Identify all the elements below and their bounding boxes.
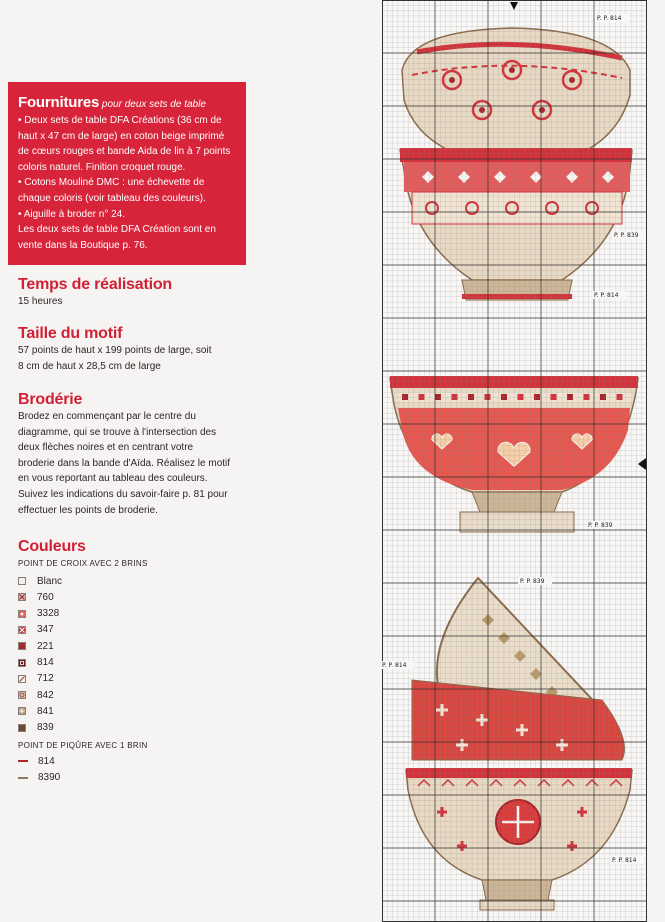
legend-code: 712 [37,673,54,685]
bowl-2-dot [402,394,408,400]
bowl-1-front-band [404,162,630,192]
bowl-2-dot [452,394,458,400]
legend-code: Blanc [37,575,63,587]
backstitch-line-icon [18,760,28,762]
legend-code: 814 [37,657,54,668]
embroidery-title: Brodérie [18,391,83,408]
bowl-2-dot [485,394,491,400]
plus-swatch-icon [18,707,26,715]
legend-item-221 [18,640,54,652]
colors-section [18,537,250,556]
size-line: 8 cm de haut x 28,5 cm de large [18,360,161,372]
bowl-1-flower-center [479,107,485,113]
bowl-2-dot [468,394,474,400]
bowl-1-flower-center [569,77,575,83]
bowl-1-flower-center [539,107,545,113]
square-swatch-icon [18,659,26,667]
legend-code: 3328 [37,608,60,620]
supplies-line: • Cotons Mouliné DMC : une échevette de [18,177,205,189]
stitch-label: P. P. 839 [614,232,639,239]
bowl-2-dot [617,394,623,400]
embroidery-section [18,390,250,518]
stitch-label: P. P. 814 [612,857,637,864]
backstitch-item-814 [18,755,55,767]
embroidery-line: deux flèches noires et en centrant votre [18,442,194,454]
slash-swatch-icon [18,675,26,683]
legend-item-347 [18,624,54,636]
embroidery-line: effectuer les points de broderie. [18,504,158,516]
embroidery-line: Suivez les indications du savoir-faire p. 81 pour [18,488,228,500]
bowl-1-flower-center [509,67,515,73]
supplies-line: vente dans la Boutique p. 76. [18,239,148,251]
x-swatch-icon [18,626,26,634]
solid-swatch-icon [18,642,26,650]
embroidery-line: diagramme, qui se trouve à l'intersection des [18,426,217,438]
stitch-label: P. P. 814 [594,292,619,299]
legend-code: 347 [37,624,54,636]
embroidery-line: broderie dans la bande d'Aïda. Réalisez le motif [18,457,231,469]
legend-code: 841 [37,705,54,717]
dark-brown-swatch-icon [18,724,26,732]
supplies-line: • Deux sets de table DFA Créations (36 cm de [18,115,222,126]
legend-code: 814 [38,755,55,767]
supplies-line: Les deux sets de table DFA Création sont en [18,224,216,236]
bowl-3-foot [482,880,552,900]
diagonal-cross-swatch-icon [18,593,26,601]
embroidery-line: Brodez en commençant par le centre du [18,411,196,422]
time-section [18,275,250,310]
stitch-label: P. P. 839 [520,578,545,585]
legend-code: 8390 [38,772,61,783]
backstitch-line-icon [18,777,28,779]
supplies-title: Fournitures [18,94,100,111]
bowl-3-front-rim [406,768,632,778]
bowl-2-dot [435,394,441,400]
size-title: Taille du motif [18,325,123,342]
legend-item-842 [18,689,54,701]
bowl-2-dot-band [396,392,632,402]
time-value: 15 heures [18,296,63,307]
backstitch-item-8390 [18,772,60,784]
colors-title: Couleurs [18,538,86,555]
circle-swatch-icon [18,691,26,699]
legend-code: 839 [37,722,54,734]
legend-code: 842 [37,689,54,701]
blank-swatch-icon [18,577,26,585]
legend-item-814 [18,657,54,669]
bowl-2-dot [419,394,425,400]
stitch-label: P. P. 839 [588,522,613,529]
legend-item-3328 [18,608,59,620]
supplies-line: chaque coloris (voir tableau des couleurs). [18,192,206,204]
bowl-2-dot [534,394,540,400]
bowl-2-rim [390,376,638,388]
legend-item-839 [18,722,54,734]
background-logo [40,30,220,90]
supplies-box [8,82,246,265]
bowl-1-flower-center [449,77,455,83]
supplies-line: de cœurs rouges et bande Aida de lin à 7 points [18,146,231,158]
time-title: Temps de réalisation [18,276,172,293]
legend-item-712 [18,673,54,685]
cross-stitch-caption: POINT DE CROIX AVEC 2 BRINS [18,559,148,568]
bowl-2-dot [551,394,557,400]
supplies-line: haut x 47 cm de large) en coton beige imprimé [18,130,225,142]
legend-code: 221 [37,640,54,652]
bowl-2-dot [600,394,606,400]
cross-stitch-chart [382,0,647,922]
supplies-line: • Aiguille à broder n° 24. [18,208,126,220]
size-line: 57 points de haut x 199 points de large, soit [18,345,212,356]
bowl-2-foot [472,492,562,512]
bowl-2-dot [567,394,573,400]
embroidery-line: en vous reportant au tableau des couleurs. [18,473,208,485]
stitch-label: P. P. 814 [382,662,407,669]
legend-item-blanc [18,575,62,587]
color-legend [18,559,248,789]
bowl-2-dot [518,394,524,400]
dot-swatch-icon [18,610,26,618]
supplies-subtitle: pour deux sets de table [101,99,206,110]
chart-grid [382,0,647,922]
bowl-1-foot-stripe [462,294,572,299]
legend-item-841 [18,705,54,717]
legend-item-760 [18,591,54,603]
backstitch-caption: POINT DE PIQÛRE AVEC 1 BRIN [18,741,148,750]
supplies-line: coloris naturel. Finition croquet rouge. [18,161,186,173]
size-section [18,324,250,374]
bowl-3-base [480,900,554,910]
legend-code: 760 [37,591,54,603]
stitch-label: P. P. 814 [597,15,622,22]
